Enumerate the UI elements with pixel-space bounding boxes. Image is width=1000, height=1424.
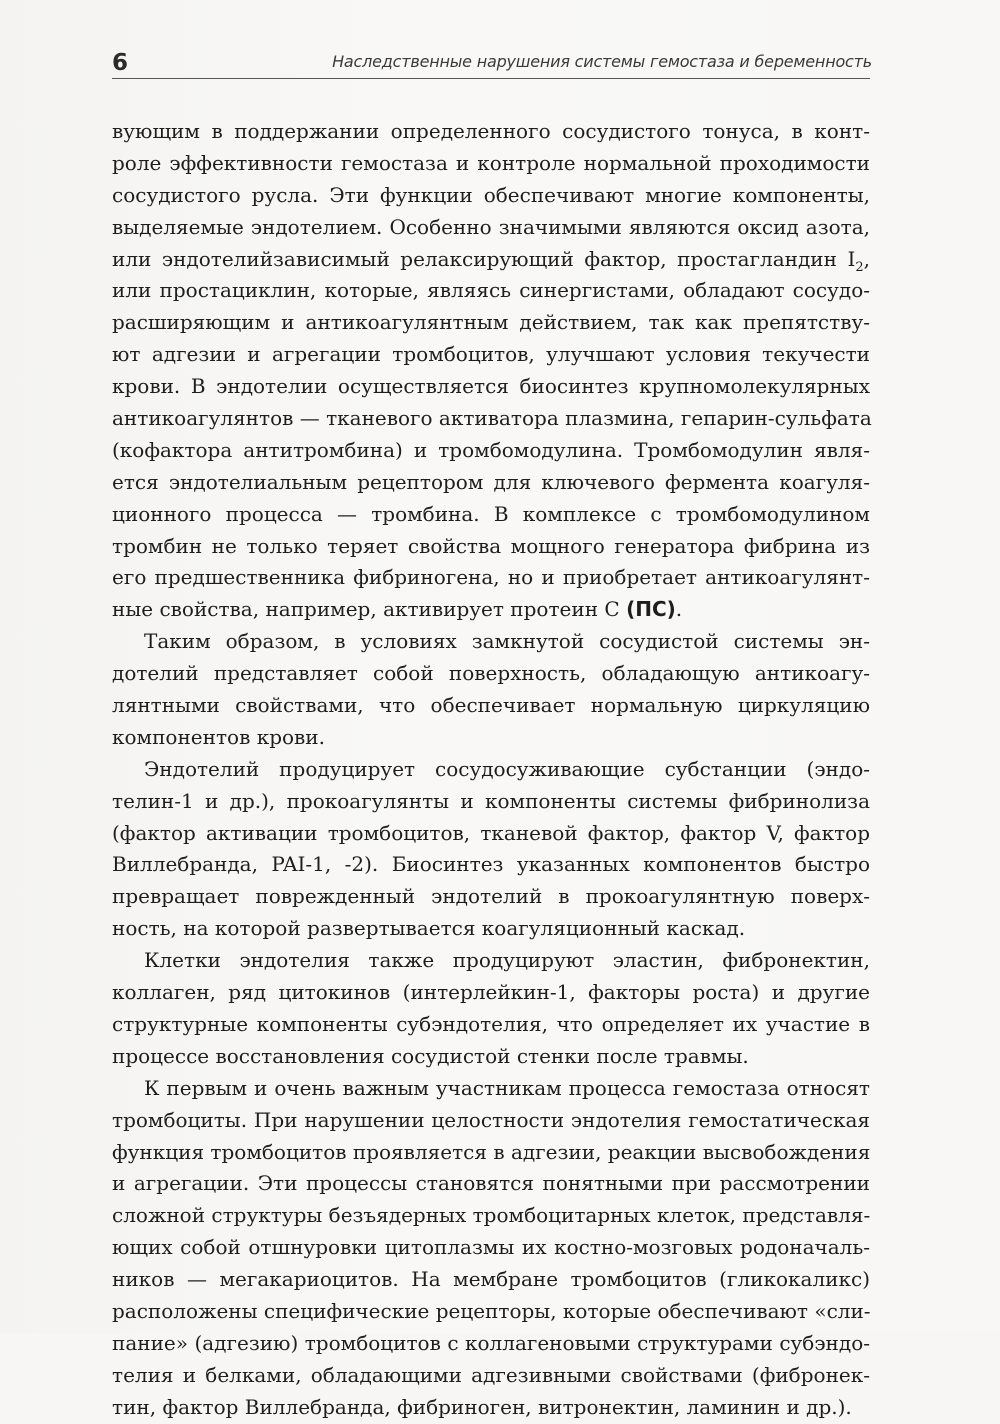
text-line: и агрегации. Эти процессы становятся понятными при рассмотрении <box>112 1171 870 1196</box>
text-line <box>112 244 870 276</box>
text-line: К первым и очень важным участникам процесса гемостаза относят <box>144 1075 870 1100</box>
text-line: ность, на которой развертывается коагуляционный каскад. <box>112 916 746 941</box>
text-line: ников — мегакариоцитов. На мембране тромбоцитов (гликокаликс) <box>112 1267 870 1292</box>
paragraph-5 <box>112 1073 870 1424</box>
paragraph-2 <box>112 626 870 754</box>
text-line: выделяемые эндотелием. Особенно значимыми являются оксид азота, <box>112 214 870 239</box>
text-line: вующим в поддержании определенного сосудистого тонуса, в конт- <box>112 119 870 143</box>
text-line: Таким образом, в условиях замкнутой сосудистой системы эн- <box>144 629 870 654</box>
text-line <box>112 594 870 626</box>
text-line: функция тромбоцитов проявляется в адгезии, реакции высвобождения <box>112 1139 871 1164</box>
subscript: 2 <box>855 259 864 275</box>
text-line: тромбин не только теряет свойства мощного генератора фибрина из <box>112 533 870 558</box>
page-number: 6 <box>112 50 129 76</box>
header-divider <box>112 78 870 79</box>
text-line: роле эффективности гемостаза и контроле нормальной проходимости <box>112 150 870 175</box>
text-line: тин, фактор Виллебранда, фибриноген, витронектин, ламинин и др.). <box>112 1394 852 1419</box>
text-segment: . <box>675 597 683 622</box>
text-line: телин-1 и др.), прокоагулянты и компоненты системы фибринолиза <box>112 788 870 813</box>
text-line: ют адгезии и агрегации тромбоцитов, улучшают условия текучести <box>112 342 870 367</box>
running-title: Наследственные нарушения системы гемостаза и беременность <box>332 52 872 71</box>
text-line: ционного процесса — тромбина. В комплексе с тромбомодулином <box>112 501 870 526</box>
text-line: компонентов крови. <box>112 724 325 749</box>
text-line: дотелий представляет собой поверхность, обладающую антикоагу- <box>112 661 870 686</box>
text-line: расположены специфические рецепторы, которые обеспечивают «сли- <box>112 1298 871 1323</box>
text-line: Клетки эндотелия также продуцируют эластин, фибронектин, <box>144 948 870 973</box>
text-segment: ные свойства, например, активирует протеин С <box>112 597 627 622</box>
text-line: Виллебранда, PAI-1, -2). Биосинтез указанных компонентов быстро <box>112 852 870 877</box>
text-line: или простациклин, которые, являясь синергистами, обладают сосудо- <box>112 278 870 303</box>
text-line: пание» (адгезию) тромбоцитов с коллагеновыми структурами субэндо- <box>112 1330 870 1355</box>
text-line: структурные компоненты субэндотелия, что определяет их участие в <box>112 1011 870 1036</box>
text-line: сложной структуры безъядерных тромбоцитарных клеток, представля- <box>112 1203 871 1228</box>
text-line: процессе восстановления сосудистой стенки после травмы. <box>112 1043 749 1068</box>
body-text <box>112 116 870 1424</box>
text-line: сосудистого русла. Эти функции обеспечивают многие компоненты, <box>112 182 870 207</box>
text-line: коллаген, ряд цитокинов (интерлейкин-1, факторы роста) и другие <box>112 980 870 1005</box>
text-line: крови. В эндотелии осуществляется биосинтез крупномолекулярных <box>112 374 870 399</box>
text-segment: или эндотелийзависимый релаксирующий фактор, простагландин I <box>112 246 856 271</box>
text-line: ется эндотелиальным рецептором для ключевого фермента коагуля- <box>112 469 870 494</box>
text-line: расширяющим и антикоагулянтным действием, так как препятству- <box>112 310 870 335</box>
text-line: (фактор активации тромбоцитов, тканевой фактор, фактор V, фактор <box>112 820 870 845</box>
paragraph-4 <box>112 945 870 1073</box>
text-line: (кофактора антитромбина) и тромбомодулина. Тромбомодулин явля- <box>112 437 870 462</box>
text-line: ющих собой отшнуровки цитоплазмы их костно-мозговых родоначаль- <box>112 1235 870 1260</box>
text-line: Эндотелий продуцирует сосудосуживающие субстанции (эндо- <box>144 756 870 781</box>
text-line: его предшественника фибриногена, но и приобретает антикоагулянт- <box>112 565 870 590</box>
text-line: тромбоциты. При нарушении целостности эндотелия гемостатическая <box>112 1107 870 1132</box>
paragraph-1 <box>112 116 870 626</box>
text-segment: , <box>863 246 870 271</box>
text-line: превращает поврежденный эндотелий в прокоагулянтную поверх- <box>112 884 870 909</box>
bold-term: (ПС) <box>626 597 676 622</box>
text-line: антикоагулянтов — тканевого активатора плазмина, гепарин-сульфата <box>112 406 872 431</box>
text-line: телия и белками, обладающими адгезивными свойствами (фибронек- <box>112 1362 870 1387</box>
paragraph-3 <box>112 754 870 945</box>
text-line: лянтными свойствами, что обеспечивает нормальную циркуляцию <box>112 693 870 718</box>
